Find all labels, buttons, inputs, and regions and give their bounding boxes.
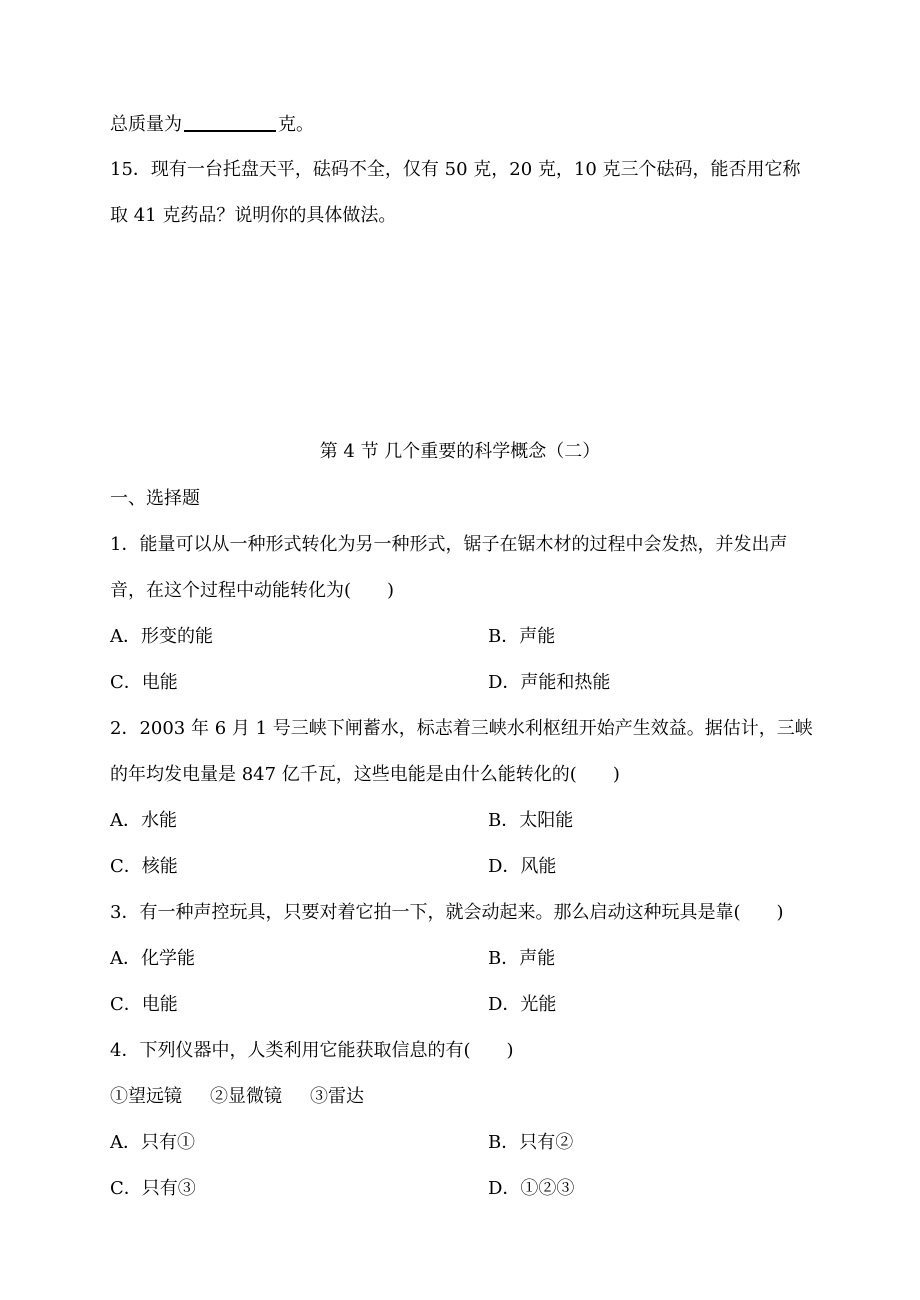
question-3-line-1: 3．有一种声控玩具，只要对着它拍一下，就会动起来。那么启动这种玩具是靠( ) <box>110 902 784 923</box>
fill-blank-line <box>110 112 314 137</box>
question-4-option-b: B．只有② <box>488 1132 574 1153</box>
question-3-option-a: A．化学能 <box>110 948 195 969</box>
question-4-option-d: D．①②③ <box>488 1178 575 1199</box>
fill-blank-suffix: 克。 <box>278 114 314 135</box>
question-1-line-2: 音，在这个过程中动能转化为( ) <box>110 580 395 601</box>
question-2-line-1: 2．2003 年 6 月 1 号三峡下闸蓄水，标志着三峡水利枢纽开始产生效益。据估计，三峡 <box>110 718 813 739</box>
question-2-option-c: C．核能 <box>110 856 178 877</box>
section-title: 第 4 节 几个重要的科学概念（二） <box>319 441 601 462</box>
question-1-option-d: D．声能和热能 <box>488 672 611 693</box>
question-1-option-c: C．电能 <box>110 672 178 693</box>
question-3-option-d: D．光能 <box>488 994 557 1015</box>
question-4-option-a: A．只有① <box>110 1132 195 1153</box>
question-4-line-1: 4．下列仪器中，人类利用它能获取信息的有( ) <box>110 1040 514 1061</box>
question-4-item-3: ③雷达 <box>310 1086 364 1107</box>
question-1-option-b: B．声能 <box>488 626 556 647</box>
question-3-option-c: C．电能 <box>110 994 178 1015</box>
question-3-option-b: B．声能 <box>488 948 556 969</box>
question-2-option-a: A．水能 <box>110 810 177 831</box>
question-2-option-b: B．太阳能 <box>488 810 574 831</box>
question-4-items <box>110 1085 364 1109</box>
fill-blank-prefix: 总质量为 <box>110 114 182 135</box>
answer-blank <box>184 112 276 132</box>
question-4-item-2: ②显微镜 <box>210 1086 282 1107</box>
question-2-option-d: D．风能 <box>488 856 557 877</box>
question-15-line-1: 15．现有一台托盘天平，砝码不全，仅有 50 克，20 克，10 克三个砝码，能否用它称 <box>110 159 801 180</box>
question-4-item-1: ①望远镜 <box>110 1086 182 1107</box>
question-15-line-2: 取 41 克药品？说明你的具体做法。 <box>110 205 397 226</box>
section-subheading: 一、选择题 <box>110 488 200 509</box>
question-1-line-1: 1．能量可以从一种形式转化为另一种形式，锯子在锯木材的过程中会发热，并发出声 <box>110 534 788 555</box>
question-4-option-c: C．只有③ <box>110 1178 196 1199</box>
question-2-line-2: 的年均发电量是 847 亿千瓦，这些电能是由什么能转化的( ) <box>110 764 620 785</box>
question-1-option-a: A．形变的能 <box>110 626 213 647</box>
